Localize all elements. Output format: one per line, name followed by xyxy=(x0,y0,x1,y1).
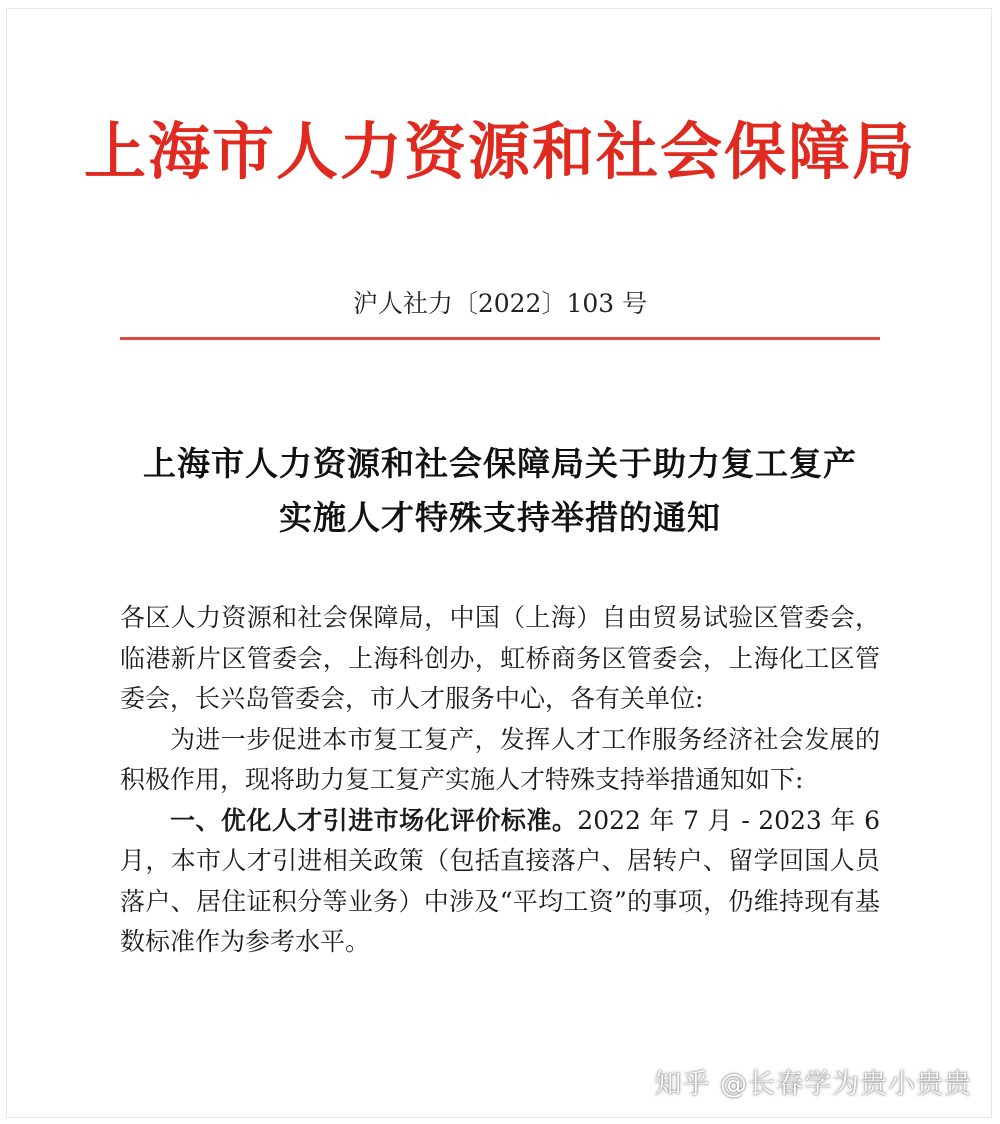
intro-paragraph: 为进一步促进本市复工复产，发挥人才工作服务经济社会发展的积极作用，现将助力复工复产实施人才特殊支持举措通知如下: xyxy=(120,724,880,794)
recipients-paragraph: 各区人力资源和社会保障局，中国（上海）自由贸易试验区管委会，临港新片区管委会，上海科创办，虹桥商务区管委会，上海化工区管委会，长兴岛管委会，市人才服务中心，各有关单位: xyxy=(120,603,880,713)
zhihu-watermark: 知乎 @长春学为贵小贵贵 xyxy=(654,1069,972,1100)
title-line-1: 上海市人力资源和社会保障局关于助力复工复产 xyxy=(143,444,857,483)
issuer-masthead: 上海市人力资源和社会保障局 xyxy=(83,115,916,188)
document-number: 沪人社力〔2022〕103 号 xyxy=(352,289,648,318)
title-line-2: 实施人才特殊支持举措的通知 xyxy=(279,498,721,537)
item-1-paragraph xyxy=(120,801,880,963)
document-body xyxy=(120,598,880,963)
document-title xyxy=(0,437,1000,545)
item-1-text: 2022 年 7 月 - 2023 年 6 月，本市人才引进相关政策（包括直接落户、居转户、留学回国人员落户、居住证积分等业务）中涉及“平均工资”的事项，仍维持现有基数标准作为参考水平。 xyxy=(120,805,880,956)
red-divider-rule xyxy=(120,337,880,340)
item-1-heading: 一、优化人才引进市场化评价标准。 xyxy=(170,805,578,835)
